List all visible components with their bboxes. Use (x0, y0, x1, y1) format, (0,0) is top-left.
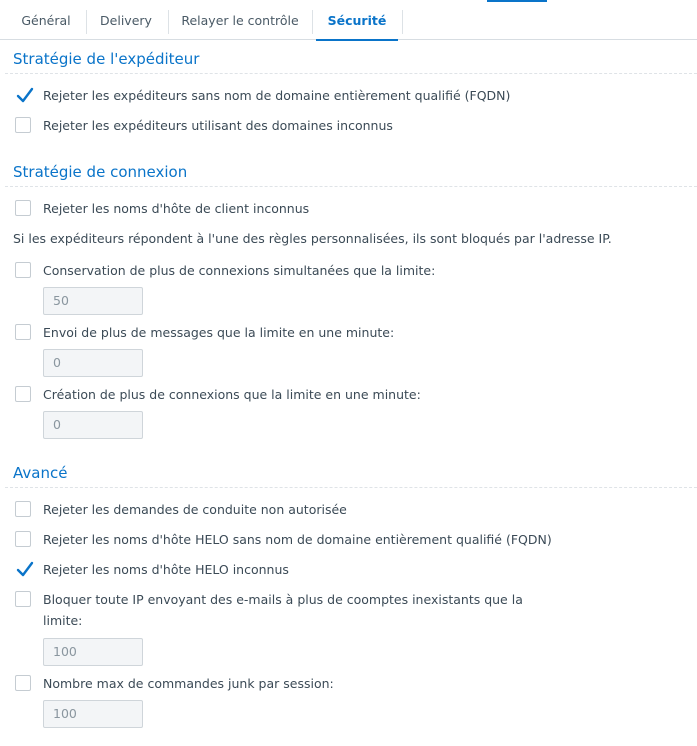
checkbox[interactable] (15, 262, 31, 278)
tab-separator (312, 10, 313, 34)
checkbox-label: Nombre max de commandes junk par session: (43, 676, 334, 691)
connection-policy-info-text: Si les expéditeurs répondent à l'une des règles personnalisées, ils sont bloqués par l'adresse IP. (13, 231, 612, 246)
checkbox-label: Rejeter les expéditeurs sans nom de domaine entièrement qualifié (FQDN) (43, 88, 511, 103)
tab-separator (402, 10, 403, 34)
checkbox-row-reject-helo-no-fqdn[interactable] (15, 530, 552, 550)
checkbox-row-simultaneous-connections[interactable] (15, 261, 435, 281)
checkbox-label: Bloquer toute IP envoyant des e-mails à plus de coomptes inexistants que la (43, 592, 523, 607)
section-divider (5, 73, 697, 74)
checkbox-row-messages-per-minute[interactable] (15, 323, 394, 343)
checkbox-row-reject-unknown-helo[interactable] (15, 560, 289, 580)
simultaneous-connections-limit-input[interactable]: 50 (43, 287, 143, 315)
checkbox-row-block-ip-nonexistent-accounts[interactable] (15, 590, 523, 610)
checkbox[interactable] (15, 324, 31, 340)
checkbox[interactable] (15, 675, 31, 691)
max-junk-commands-input[interactable]: 100 (43, 700, 143, 728)
tab-relay-control[interactable]: Relayer le contrôle (181, 13, 299, 28)
checkbox-row-connections-per-minute[interactable] (15, 385, 421, 405)
connections-per-minute-limit-input[interactable]: 0 (43, 411, 143, 439)
messages-per-minute-limit-input[interactable]: 0 (43, 349, 143, 377)
checkmark-icon (15, 560, 35, 580)
tab-security[interactable]: Sécurité (316, 2, 398, 40)
tab-separator (86, 10, 87, 34)
section-divider (5, 186, 697, 187)
checkbox[interactable] (15, 117, 31, 133)
checkbox-label: Rejeter les expéditeurs utilisant des domaines inconnus (43, 118, 393, 133)
tab-separator (168, 10, 169, 34)
checkbox-checked[interactable] (15, 87, 31, 103)
checkbox-label: Rejeter les demandes de conduite non autorisée (43, 502, 347, 517)
checkbox-label: Création de plus de connexions que la limite en une minute: (43, 387, 421, 402)
checkbox-row-max-junk-commands[interactable] (15, 674, 334, 694)
tab-general[interactable]: Général (21, 13, 71, 28)
checkbox-row-reject-unknown-client-hostnames[interactable] (15, 199, 309, 219)
tab-bar (0, 2, 697, 40)
nonexistent-accounts-limit-input[interactable]: 100 (43, 638, 143, 666)
checkbox[interactable] (15, 386, 31, 402)
checkbox[interactable] (15, 501, 31, 517)
checkbox-checked[interactable] (15, 561, 31, 577)
checkbox[interactable] (15, 200, 31, 216)
checkbox[interactable] (15, 591, 31, 607)
section-title-sender-policy: Stratégie de l'expéditeur (13, 50, 200, 68)
checkbox-label: Rejeter les noms d'hôte HELO sans nom de domaine entièrement qualifié (FQDN) (43, 532, 552, 547)
checkbox-row-reject-no-fqdn[interactable] (15, 86, 510, 106)
tab-delivery[interactable]: Delivery (100, 13, 152, 28)
checkmark-icon (15, 86, 35, 106)
checkbox-label-continuation: limite: (43, 613, 83, 628)
checkbox[interactable] (15, 531, 31, 547)
checkbox-row-reject-unauthorized-pipelining[interactable] (15, 500, 347, 520)
checkbox-label: Rejeter les noms d'hôte de client inconnus (43, 201, 310, 216)
checkbox-label: Rejeter les noms d'hôte HELO inconnus (43, 562, 289, 577)
checkbox-label: Envoi de plus de messages que la limite en une minute: (43, 325, 395, 340)
checkbox-label: Conservation de plus de connexions simultanées que la limite: (43, 263, 436, 278)
section-divider (5, 487, 697, 488)
section-title-advanced: Avancé (13, 464, 68, 482)
section-title-connection-policy: Stratégie de connexion (13, 163, 188, 181)
checkbox-row-reject-unknown-domains[interactable] (15, 116, 393, 136)
